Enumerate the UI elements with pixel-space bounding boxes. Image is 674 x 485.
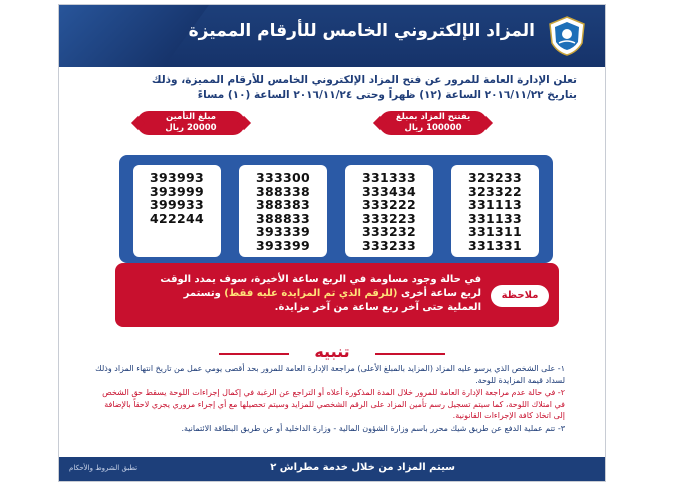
- plate-number: 333223: [362, 210, 416, 226]
- warning-terms: [95, 363, 565, 435]
- insurance-amount-value: 20000 ريال: [165, 123, 217, 133]
- plate-number: 331333: [362, 170, 416, 185]
- warning-item-2: ٢- في حالة عدم مراجعة الإدارة العامة للمرور خلال المدة المذكورة أعلاه أو التراجع عن الرغبة في إكمال إجراءات اللوحة يسقط حق الشخص في امتلاك اللوحة، كما سيتم تسجيل رسم تأمين المزاد على الرقم الشخصي للمزايد وسيتم تحصيلها مع أي إجراء مروري يجري لاحقاً بالإضافة إلى اتخاذ كافة الإجراءات القانونية.: [102, 388, 565, 420]
- note-badge: ملاحظة: [491, 285, 549, 307]
- plate-number: 331331: [468, 237, 522, 253]
- plate-number: 393339: [256, 224, 310, 239]
- note-line-2: [131, 287, 481, 301]
- warning-item-3: ٣- تتم عملية الدفع عن طريق شيك محرر باسم وزارة الشؤون المالية - وزارة الداخلية أو عن طريق البطاقة الائتمانية.: [181, 423, 565, 433]
- insurance-amount-badge: [137, 111, 245, 135]
- footer-banner: [59, 457, 605, 481]
- plate-number: 331133: [468, 210, 522, 226]
- plate-number: 388383: [256, 197, 310, 212]
- ministry-emblem-icon: [547, 15, 587, 57]
- note-line-3: العملية حتى آخر ربع ساعة من آخر مزايدة.: [274, 302, 481, 313]
- plate-number: 331113: [468, 197, 522, 212]
- header-decoration: [59, 5, 209, 67]
- plate-number: 388338: [256, 183, 310, 199]
- note-box: [115, 263, 559, 327]
- note-line-2-start: لربع ساعة أخرى: [400, 288, 481, 299]
- plate-numbers-panel: [119, 155, 553, 263]
- plate-number: 333233: [362, 237, 416, 253]
- plate-numbers-column-3: [239, 165, 327, 257]
- page-title: المزاد الإلكتروني الخامس للأرقام المميزة: [188, 21, 535, 41]
- plate-numbers-column-2: [345, 165, 433, 257]
- insurance-amount-label: مبلغ التأمين: [165, 112, 217, 122]
- plate-number: 323233: [468, 170, 522, 185]
- plate-number: 333222: [362, 197, 416, 212]
- announcement-line-1: تعلن الإدارة العامة للمرور عن فتح المزاد الإلكتروني الخامس للأرقام المميزة، وذلك: [151, 74, 577, 86]
- plate-numbers-column-1: [451, 165, 539, 257]
- note-line-2-end: وتستمر: [183, 288, 221, 299]
- starting-price-label: يفتتح المزاد بمبلغ: [395, 112, 471, 122]
- note-text: [131, 273, 481, 315]
- starting-price-value: 100000 ريال: [404, 123, 462, 133]
- plate-number: 422244: [150, 210, 204, 226]
- warning-item-1: ١- على الشخص الذي يرسو عليه المزاد (المزايد بالمبلغ الأعلى) مراجعة الإدارة العامة للمرور بحد أقصى يومي عمل من تاريخ انتهاء المزاد وذلك لسداد قيمة المزايدة للوحة.: [95, 364, 565, 385]
- plate-number: 388833: [256, 210, 310, 226]
- plate-number: 393993: [150, 170, 204, 185]
- announcement-text: [77, 73, 577, 103]
- plate-number: 331311: [468, 224, 522, 239]
- plate-number: 399933: [150, 197, 204, 212]
- header-banner: [59, 5, 605, 67]
- plate-number: 333434: [362, 183, 416, 199]
- auction-flyer: [58, 4, 606, 482]
- footer-terms-text: تطبق الشروط والأحكام: [69, 464, 138, 472]
- warning-title: تنبيه: [59, 342, 605, 361]
- footer-service-text: سيتم المزاد من خلال خدمة مطراش ٢: [270, 462, 455, 473]
- note-line-1: في حالة وجود مساومة في الربع ساعة الأخيرة، سوف يمدد الوقت: [160, 274, 481, 285]
- starting-price-badge: [379, 111, 487, 135]
- announcement-line-2: بتاريخ ٢٠١٦/١١/٢٢ الساعة (١٢) ظهراً وحتى ٢٠١٦/١١/٢٤ الساعة (١٠) مساءً: [197, 89, 577, 101]
- plate-number: 323322: [468, 183, 522, 199]
- plate-number: 333300: [256, 170, 310, 185]
- note-highlight: (للرقم الذي تم المزايدة عليه فقط): [224, 288, 398, 299]
- plate-number: 393399: [256, 237, 310, 253]
- plate-number: 393999: [150, 183, 204, 199]
- plate-numbers-column-4: [133, 165, 221, 257]
- plate-number: 333232: [362, 224, 416, 239]
